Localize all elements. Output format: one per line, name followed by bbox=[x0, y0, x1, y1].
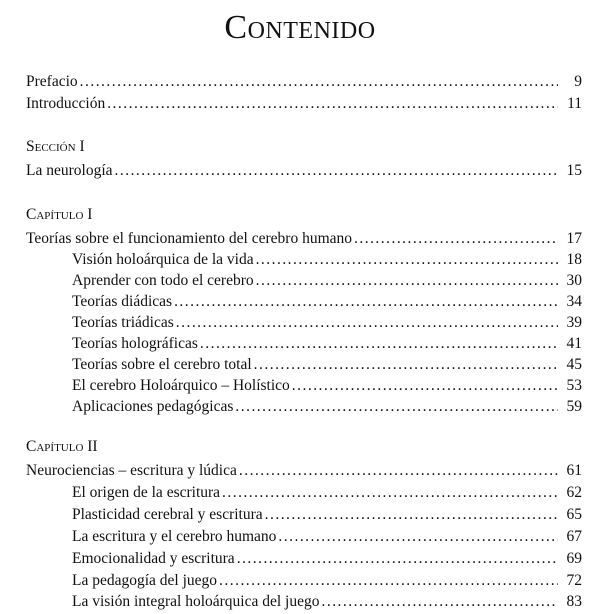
toc-page-number: 18 bbox=[566, 251, 582, 268]
dot-leader bbox=[80, 72, 558, 92]
toc-subentry bbox=[72, 292, 582, 312]
toc-entry-label: La pedagogía del juego bbox=[72, 572, 218, 589]
dot-leader bbox=[115, 161, 558, 181]
toc-chapter-entry bbox=[26, 461, 582, 481]
toc-page-number: 45 bbox=[566, 356, 582, 373]
toc-entry-label: Teorías holográficas bbox=[72, 335, 198, 352]
toc-page-number: 9 bbox=[574, 73, 582, 90]
dot-leader bbox=[278, 527, 558, 547]
dot-leader bbox=[256, 250, 558, 270]
dot-leader bbox=[200, 334, 558, 354]
toc-subentry bbox=[72, 355, 582, 375]
chapter-heading: Capítulo I bbox=[26, 206, 93, 223]
toc-page-number: 65 bbox=[566, 506, 582, 523]
toc-subentry bbox=[72, 505, 582, 525]
dot-leader bbox=[256, 271, 558, 291]
section-heading: Sección I bbox=[26, 138, 85, 155]
toc-subentry bbox=[72, 376, 582, 396]
dot-leader bbox=[219, 571, 558, 591]
chapter-heading: Capítulo II bbox=[26, 438, 98, 455]
dot-leader bbox=[176, 313, 558, 333]
dot-leader bbox=[265, 505, 558, 525]
toc-subentry bbox=[72, 571, 582, 591]
toc-page-number: 62 bbox=[566, 484, 582, 501]
toc-page-number: 39 bbox=[566, 314, 582, 331]
toc-subentry bbox=[72, 250, 582, 270]
toc-entry-prefacio bbox=[26, 72, 582, 92]
toc-entry-label: Aprender con todo el cerebro bbox=[72, 272, 254, 289]
toc-subentry bbox=[72, 483, 582, 503]
toc-entry-label: La escritura y el cerebro humano bbox=[72, 528, 277, 545]
dot-leader bbox=[292, 376, 558, 396]
toc-subentry bbox=[72, 271, 582, 291]
dot-leader bbox=[107, 94, 558, 114]
toc-page-number: 17 bbox=[566, 230, 582, 247]
toc-page-number: 61 bbox=[566, 462, 582, 479]
toc-entry-label: El origen de la escritura bbox=[72, 484, 221, 501]
toc-page-number: 30 bbox=[566, 272, 582, 289]
toc-page-number: 53 bbox=[566, 377, 582, 394]
dot-leader bbox=[254, 355, 558, 375]
toc-entry-label: Introducción bbox=[26, 95, 106, 112]
toc-entry-label: Aplicaciones pedagógicas bbox=[72, 398, 234, 415]
toc-subentry bbox=[72, 313, 582, 333]
toc-subentry bbox=[72, 334, 582, 354]
toc-entry-label: Teorías sobre el cerebro total bbox=[72, 356, 252, 373]
dot-leader bbox=[222, 483, 558, 503]
toc-entry-label: La visión integral holoárquica del juego bbox=[72, 593, 320, 610]
toc-subentry bbox=[72, 527, 582, 547]
dot-leader bbox=[322, 592, 559, 612]
toc-subentry bbox=[72, 592, 582, 612]
dot-leader bbox=[239, 461, 558, 481]
toc-subentry bbox=[72, 549, 582, 569]
dot-leader bbox=[235, 397, 558, 417]
toc-page-number: 59 bbox=[566, 398, 582, 415]
toc-entry-label: El cerebro Holoárquico – Holístico bbox=[72, 377, 290, 394]
toc-page-number: 34 bbox=[566, 293, 582, 310]
toc-page-number: 72 bbox=[566, 572, 582, 589]
dot-leader bbox=[237, 549, 558, 569]
page-title: Contenido bbox=[224, 9, 376, 46]
toc-entry-neurologia bbox=[26, 161, 582, 181]
toc-entry-label: La neurología bbox=[26, 162, 113, 179]
toc-chapter-entry bbox=[26, 229, 582, 249]
dot-leader bbox=[354, 229, 558, 249]
toc-page-number: 83 bbox=[566, 593, 582, 610]
toc-entry-label: Plasticidad cerebral y escritura bbox=[72, 506, 263, 523]
toc-entry-label: Teorías diádicas bbox=[72, 293, 173, 310]
toc-page-number: 67 bbox=[566, 528, 582, 545]
toc-entry-label: Teorías triádicas bbox=[72, 314, 174, 331]
toc-page-number: 69 bbox=[566, 550, 582, 567]
toc-entry-label: Prefacio bbox=[26, 73, 78, 90]
toc-page-number: 11 bbox=[567, 95, 582, 112]
toc-entry-label: Teorías sobre el funcionamiento del cerebro humano bbox=[26, 230, 353, 247]
dot-leader bbox=[174, 292, 558, 312]
toc-entry-introduccion bbox=[26, 94, 582, 114]
toc-page-number: 41 bbox=[566, 335, 582, 352]
toc-entry-label: Neurociencias – escritura y lúdica bbox=[26, 462, 237, 479]
toc-subentry bbox=[72, 397, 582, 417]
toc-entry-label: Visión holoárquica de la vida bbox=[72, 251, 254, 268]
toc-entry-label: Emocionalidad y escritura bbox=[72, 550, 235, 567]
toc-page-number: 15 bbox=[566, 162, 582, 179]
